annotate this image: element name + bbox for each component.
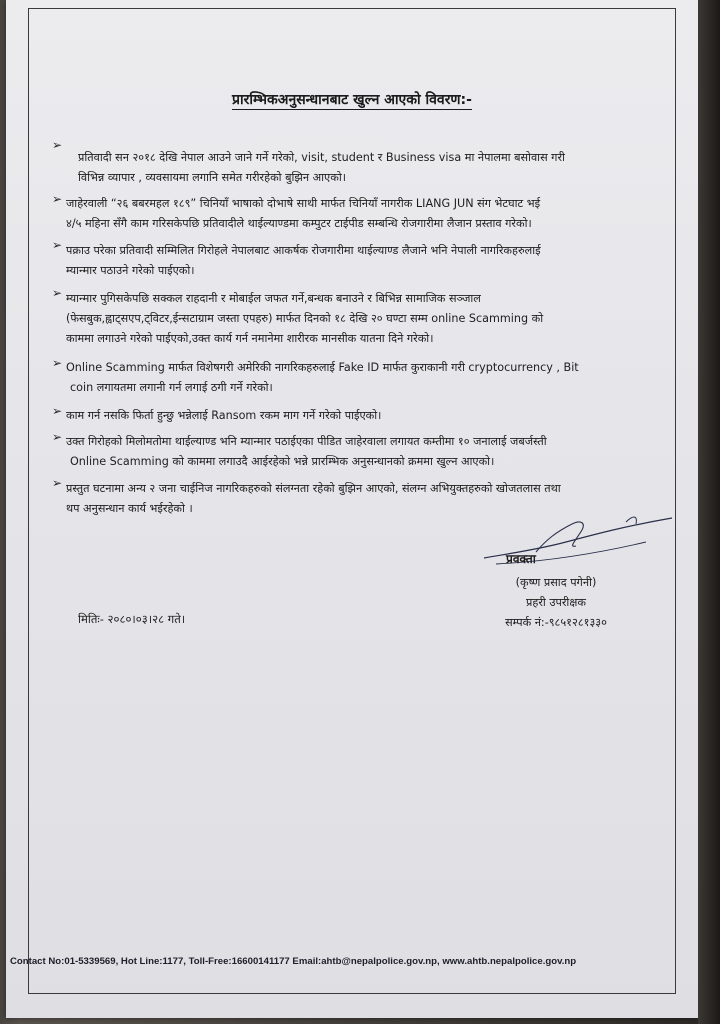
bullet-arrow-icon: ➢ xyxy=(52,192,63,206)
item-line: विभिन्न व्यापार , व्यवसायमा लगानि समेत गरीरहेको बुझिन आएको। xyxy=(78,171,346,184)
signatory-contact: सम्पर्क नं:-९८५१२८१३३० xyxy=(505,616,607,629)
bullet-arrow-icon: ➢ xyxy=(52,476,63,490)
item-line: coin लगायतमा लगानी गर्न लगाई ठगी गर्ने गरेको। xyxy=(70,381,273,394)
bullet-arrow-icon: ➢ xyxy=(52,238,63,252)
item-line: Online Scamming को काममा लगाउदै आईरहेको भन्ने प्रारम्भिक अनुसन्धानको क्रममा खुल्न आएको। xyxy=(70,455,495,468)
signatory-title: प्रवक्ता xyxy=(506,552,536,566)
list-item xyxy=(66,289,666,349)
list-item xyxy=(78,148,662,188)
item-line: थप अनुसन्धान कार्य भईरहेको । xyxy=(66,502,193,515)
list-item xyxy=(66,406,666,426)
item-line: प्रस्तुत घटनामा अन्य २ जना चाईनिज नागरिकहरुको संलग्नता रहेको बुझिन आएको, संलग्न अभियुक्तहरुको खोजतलास तथा xyxy=(66,482,561,495)
document-heading xyxy=(6,90,698,109)
bullet-arrow-icon: ➢ xyxy=(52,430,63,444)
list-item xyxy=(66,194,666,234)
list-item xyxy=(66,432,666,472)
table-edge xyxy=(698,0,720,1024)
item-line: पक्राउ परेका प्रतिवादी सम्मिलित गिरोहले नेपालबाट आकर्षक रोजगारीमा थाईल्याण्ड लैजाने भनि नेपाली नागरिकहरुलाई xyxy=(66,244,541,257)
item-line: Online Scamming मार्फत विशेषगरी अमेरिकी नागरिकहरुलाई Fake ID मार्फत कुराकानी गरी cryptocurrency , Bit xyxy=(66,361,579,374)
heading-text: प्रारम्भिकअनुसन्धानबाट खुल्न आएको विवरण:- xyxy=(232,92,472,108)
bullet-arrow-icon: ➢ xyxy=(52,356,63,370)
bullet-arrow-icon: ➢ xyxy=(52,286,63,300)
item-line: जाहेरवाली “२६ बबरमहल १८९” चिनियाँ भाषाको दोभाषे साथी मार्फत चिनियाँ नागरीक LIANG JUN संग भेटघाट भई xyxy=(66,197,541,210)
list-item xyxy=(66,358,666,398)
item-line: काम गर्न नसकि फिर्ता हुन्छु भन्नेलाई Ransom रकम माग गर्ने गरेको पाईएको। xyxy=(66,409,382,422)
item-line: (फेसबुक,ह्वाट्सएप,ट्विटर,ईन्सटाग्राम जस्ता एपहरु) मार्फत दिनको १८ देखि २० घण्टा सम्म online Scamming को xyxy=(66,312,544,325)
item-line: उक्त गिरोहको मिलोमतोमा थाईल्याण्ड भनि म्यान्मार पठाईएका पीडित जाहेरवाला लगायत कम्तीमा १० जनालाई जबर्जस्ती xyxy=(66,435,547,448)
signature-block xyxy=(476,550,636,633)
bullet-arrow-icon: ➢ xyxy=(52,138,63,152)
signatory-name: (कृष्ण प्रसाद पगेनी) xyxy=(515,576,597,589)
document-page xyxy=(6,0,698,1018)
item-line: काममा लगाउने गरेको पाईएको,उक्त कार्य गर्न नमानेमा शारीरक मानसीक यातना दिने गरेको। xyxy=(66,332,434,345)
item-line: ४/५ महिना सँगै काम गरिसकेपछि प्रतिवादीले थाईल्याण्डमा कम्पुटर टाईपीड सम्बन्धि रोजगारीमा लैजान प्रस्ताव गरेको। xyxy=(66,217,532,230)
signatory-rank: प्रहरी उपरीक्षक xyxy=(526,596,586,609)
item-line: म्यान्मार पठाउने गरेको पाईएको। xyxy=(66,264,195,277)
contact-footer: Contact No:01-5339569, Hot Line:1177, Toll-Free:16600141177 Email:ahtb@nepalpolice.gov.np, www.ahtb.nepalpolice.gov.np xyxy=(10,956,577,967)
document-date: मितिः- २०८०।०३।२८ गते। xyxy=(78,612,186,626)
list-item xyxy=(66,241,666,281)
item-line: म्यान्मार पुगिसकेपछि सक्कल राहदानी र मोबाईल जफत गर्ने,बन्धक बनाउने र बिभिन्न सामाजिक सञ्जाल xyxy=(66,292,481,305)
item-line: प्रतिवादी सन २०१८ देखि नेपाल आउने जाने गर्ने गरेको, visit, student र Business visa मा नेपालमा बसोवास गरी xyxy=(78,151,565,164)
bullet-arrow-icon: ➢ xyxy=(52,404,63,418)
